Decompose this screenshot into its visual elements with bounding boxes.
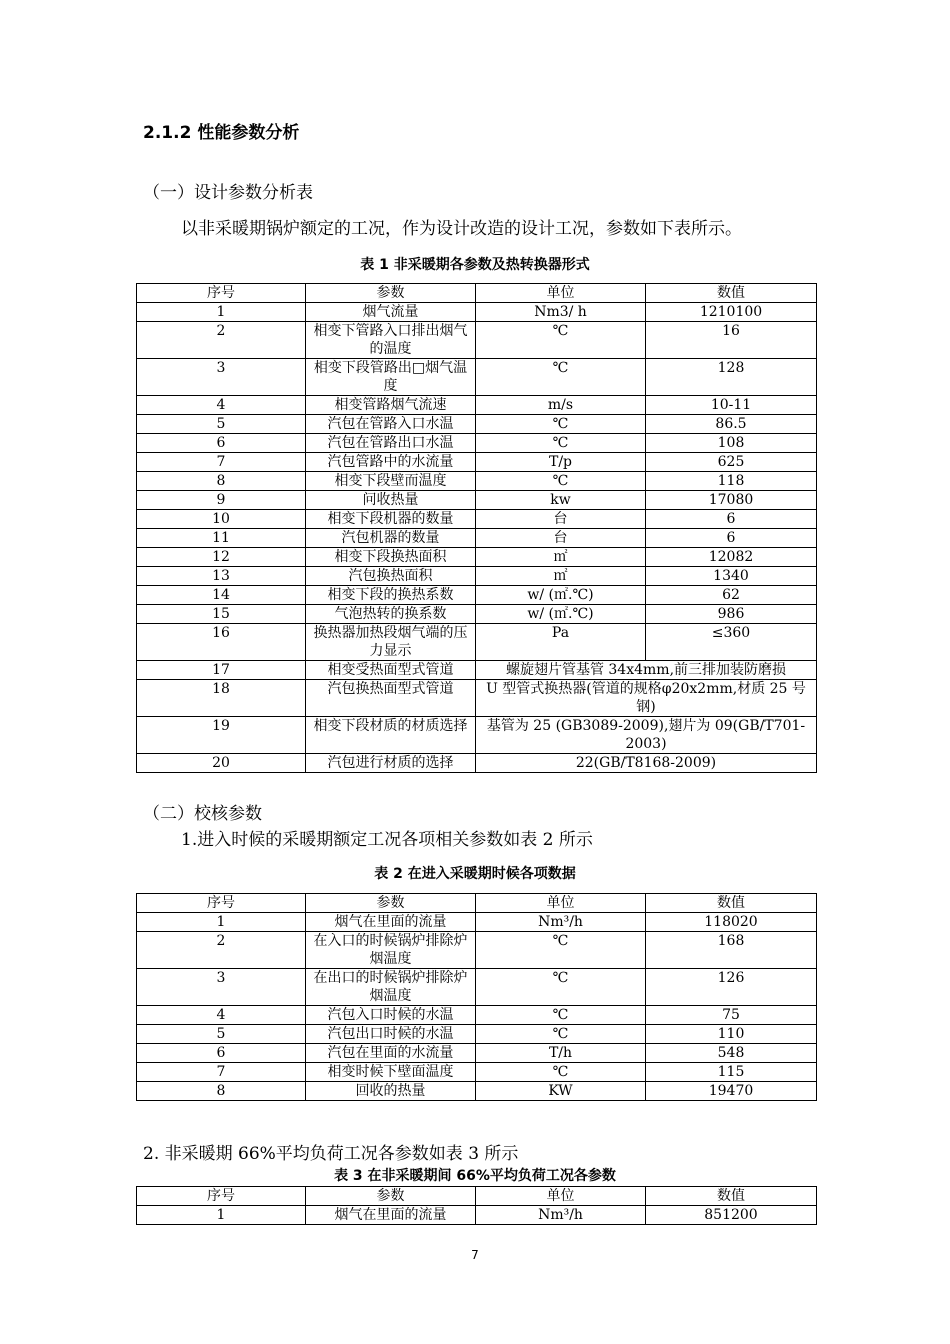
table2-caption: 表 2 在进入采暖期时候各项数据	[374, 866, 576, 882]
table-cell: 相变时候下壁面温度	[306, 1063, 476, 1082]
table-row	[137, 567, 817, 586]
subsection-title-2: （二）校核参数	[143, 804, 262, 824]
table-row	[137, 605, 817, 624]
table-cell: 8	[137, 1082, 306, 1101]
page-number: 7	[471, 1248, 479, 1262]
table-row	[137, 491, 817, 510]
table-cell: 相变下段壁而温度	[306, 472, 476, 491]
table-row	[137, 1025, 817, 1044]
subsection-item-1: 1.进入时候的采暖期额定工况各项相关参数如表 2 所示	[181, 830, 593, 850]
table-row	[137, 624, 817, 661]
table-cell: 汽包管路中的水流量	[306, 453, 476, 472]
table-cell: 汽包出口时候的水温	[306, 1025, 476, 1044]
table-cell: m/s	[476, 396, 646, 415]
table-cell-merged: 基管为 25 (GB3089-2009),翅片为 09(GB/T701-2003)	[476, 717, 817, 754]
table-row	[137, 453, 817, 472]
table-row	[137, 472, 817, 491]
column-header: 序号	[137, 284, 306, 303]
table-cell: 1	[137, 1206, 306, 1225]
table-cell: 110	[646, 1025, 817, 1044]
table-cell-merged: 22(GB/T8168-2009)	[476, 754, 817, 773]
table-row	[137, 661, 817, 680]
table-header-row	[137, 1187, 817, 1206]
table-cell: ℃	[476, 1025, 646, 1044]
table-cell: 168	[646, 932, 817, 969]
table-1	[136, 283, 817, 773]
table-cell: 相变下段管路出□烟气温度	[306, 359, 476, 396]
column-header: 数值	[646, 894, 817, 913]
table-cell: 1	[137, 913, 306, 932]
column-header: 参数	[306, 1187, 476, 1206]
table-cell: ℃	[476, 472, 646, 491]
table-cell: 548	[646, 1044, 817, 1063]
column-header: 单位	[476, 1187, 646, 1206]
table-cell: 115	[646, 1063, 817, 1082]
table-cell: 6	[646, 529, 817, 548]
column-header: 单位	[476, 284, 646, 303]
table-cell: Pa	[476, 624, 646, 661]
table-row	[137, 303, 817, 322]
table-cell: ℃	[476, 1063, 646, 1082]
table-cell: 126	[646, 969, 817, 1006]
table-cell: 62	[646, 586, 817, 605]
table-row	[137, 969, 817, 1006]
table-row	[137, 529, 817, 548]
table-row	[137, 359, 817, 396]
table-cell: 10	[137, 510, 306, 529]
table-cell: 20	[137, 754, 306, 773]
table-cell-merged: U 型管式换热器(管道的规格φ20x2mm,材质 25 号钢)	[476, 680, 817, 717]
table1-caption: 表 1 非采暖期各参数及热转换器形式	[360, 257, 590, 273]
table-cell: 汽包在管路出口水温	[306, 434, 476, 453]
table-cell: 在入口的时候锅炉排除炉烟温度	[306, 932, 476, 969]
table-cell: 气泡热转的换系数	[306, 605, 476, 624]
table-row	[137, 396, 817, 415]
table-cell-merged: 螺旋翅片管基管 34x4mm,前三排加装防磨损	[476, 661, 817, 680]
table-cell: T/h	[476, 1044, 646, 1063]
table-row	[137, 510, 817, 529]
table-cell: 625	[646, 453, 817, 472]
table-row	[137, 1082, 817, 1101]
table-cell: 2	[137, 322, 306, 359]
table-cell: 75	[646, 1006, 817, 1025]
table-cell: 4	[137, 396, 306, 415]
table-row	[137, 1044, 817, 1063]
table-header-row	[137, 284, 817, 303]
table-cell: 7	[137, 453, 306, 472]
table-cell: 相变下管路入口排出烟气的温度	[306, 322, 476, 359]
table-row	[137, 1006, 817, 1025]
table-row	[137, 932, 817, 969]
table-cell: 14	[137, 586, 306, 605]
table-cell: 台	[476, 510, 646, 529]
table-cell: 汽包进行材质的选择	[306, 754, 476, 773]
table-cell: 4	[137, 1006, 306, 1025]
table-row	[137, 415, 817, 434]
table-cell: 12	[137, 548, 306, 567]
column-header: 参数	[306, 894, 476, 913]
table-cell: 1340	[646, 567, 817, 586]
table-cell: kw	[476, 491, 646, 510]
table-cell: 10-11	[646, 396, 817, 415]
table-row	[137, 1063, 817, 1082]
table-cell: 86.5	[646, 415, 817, 434]
table-row	[137, 913, 817, 932]
column-header: 数值	[646, 1187, 817, 1206]
table-cell: ℃	[476, 1006, 646, 1025]
column-header: 序号	[137, 894, 306, 913]
table-cell: 15	[137, 605, 306, 624]
table-cell: 19470	[646, 1082, 817, 1101]
table-cell: 7	[137, 1063, 306, 1082]
table-cell: 相变下段换热面积	[306, 548, 476, 567]
subsection-title-1: （一）设计参数分析表	[143, 183, 313, 203]
table-cell: 汽包在管路入口水温	[306, 415, 476, 434]
table-cell: ㎡	[476, 567, 646, 586]
table-cell: 相变下段材质的材质选择	[306, 717, 476, 754]
table-cell: ℃	[476, 932, 646, 969]
table-cell: 汽包换热面型式管道	[306, 680, 476, 717]
table-cell: 16	[137, 624, 306, 661]
table-cell: 986	[646, 605, 817, 624]
table-cell: 6	[646, 510, 817, 529]
table-cell: 3	[137, 969, 306, 1006]
table-cell: 1210100	[646, 303, 817, 322]
table-cell: 相变下段机器的数量	[306, 510, 476, 529]
column-header: 单位	[476, 894, 646, 913]
table-row	[137, 754, 817, 773]
table-cell: 12082	[646, 548, 817, 567]
table-cell: 汽包换热面积	[306, 567, 476, 586]
table-cell: 5	[137, 1025, 306, 1044]
table-cell: 108	[646, 434, 817, 453]
table-cell: 台	[476, 529, 646, 548]
table-cell: ℃	[476, 322, 646, 359]
table-cell: 6	[137, 434, 306, 453]
intro-paragraph: 以非采暖期锅炉额定的工况，作为设计改造的设计工况，参数如下表所示。	[181, 219, 742, 239]
table-cell: 回收的热量	[306, 1082, 476, 1101]
table-cell: 相变下段的换热系数	[306, 586, 476, 605]
table-cell: 3	[137, 359, 306, 396]
table-row	[137, 548, 817, 567]
table-3	[136, 1186, 817, 1225]
table-cell: ℃	[476, 969, 646, 1006]
table-cell: 16	[646, 322, 817, 359]
table-cell: 1	[137, 303, 306, 322]
table3-caption: 表 3 在非采暖期间 66%平均负荷工况各参数	[334, 1168, 616, 1184]
table-cell: 13	[137, 567, 306, 586]
column-header: 数值	[646, 284, 817, 303]
table-cell: 9	[137, 491, 306, 510]
table-cell: 2	[137, 932, 306, 969]
table-cell: 在出口的时候锅炉排除炉烟温度	[306, 969, 476, 1006]
table-cell: 851200	[646, 1206, 817, 1225]
table-cell: 18	[137, 680, 306, 717]
table-cell: T/p	[476, 453, 646, 472]
table-cell: w/ (㎡.℃)	[476, 586, 646, 605]
table-cell: 6	[137, 1044, 306, 1063]
table-cell: ≤360	[646, 624, 817, 661]
table-row	[137, 322, 817, 359]
table-cell: 17	[137, 661, 306, 680]
table-cell: 问收热量	[306, 491, 476, 510]
table-row	[137, 434, 817, 453]
table-cell: 烟气流量	[306, 303, 476, 322]
table-cell: 5	[137, 415, 306, 434]
table-cell: ℃	[476, 359, 646, 396]
table-cell: 烟气在里面的流量	[306, 1206, 476, 1225]
table-cell: KW	[476, 1082, 646, 1101]
table-cell: 128	[646, 359, 817, 396]
table-header-row	[137, 894, 817, 913]
table-cell: ℃	[476, 434, 646, 453]
table-cell: 19	[137, 717, 306, 754]
table-row	[137, 1206, 817, 1225]
table-row	[137, 586, 817, 605]
table-cell: w/ (㎡.℃)	[476, 605, 646, 624]
table-cell: Nm³/h	[476, 1206, 646, 1225]
table-cell: 8	[137, 472, 306, 491]
table-cell: Nm3/ h	[476, 303, 646, 322]
table-cell: 17080	[646, 491, 817, 510]
section-heading: 2.1.2 性能参数分析	[143, 123, 300, 143]
column-header: 序号	[137, 1187, 306, 1206]
table-cell: Nm³/h	[476, 913, 646, 932]
table-cell: ℃	[476, 415, 646, 434]
table-cell: 汽包入口时候的水温	[306, 1006, 476, 1025]
table-cell: 118	[646, 472, 817, 491]
table-cell: 相变管路烟气流速	[306, 396, 476, 415]
table-row	[137, 717, 817, 754]
table-cell: 汽包机器的数量	[306, 529, 476, 548]
table-cell: ㎡	[476, 548, 646, 567]
table-cell: 换热器加热段烟气端的压力显示	[306, 624, 476, 661]
table-2	[136, 893, 817, 1101]
table-cell: 汽包在里面的水流量	[306, 1044, 476, 1063]
column-header: 参数	[306, 284, 476, 303]
subsection-item-2: 2. 非采暖期 66%平均负荷工况各参数如表 3 所示	[143, 1144, 519, 1164]
table-row	[137, 680, 817, 717]
table-cell: 11	[137, 529, 306, 548]
table-cell: 烟气在里面的流量	[306, 913, 476, 932]
table-cell: 相变受热面型式管道	[306, 661, 476, 680]
table-cell: 118020	[646, 913, 817, 932]
